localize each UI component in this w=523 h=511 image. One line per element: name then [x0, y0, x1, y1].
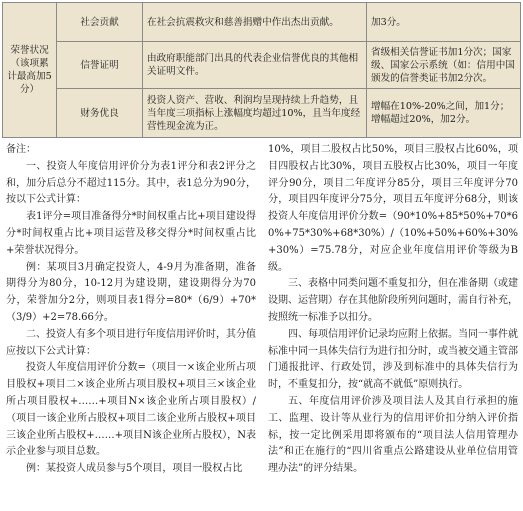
- note-formula: 表1评分=项目准备得分*时间权重占比+项目建设得分*时间权重占比+项目运营及移交得分*时间权重占比+荣誉状况得分。: [6, 211, 256, 256]
- table-row: [3, 42, 521, 89]
- note-paragraph: 一、投资人年度信用评价分为表1评分和表2评分之和，加分后总分不超过115分。其中，表1总分为90分，按以下公式计算：: [6, 160, 256, 206]
- content-cell: 由政府职能部门出具的代表企业信誉优良的其他相关证明文件。: [143, 42, 367, 89]
- score-cell: 加3分。: [367, 3, 521, 42]
- notes-section: [6, 142, 518, 508]
- note-example-continued: 10%，项目二股权占比50%，项目三股权占比60%，项目四股权占比30%，项目五股权占比30%，项目一年度评分90分，项目二年度评分85分，项目三年度评分70分，项目四年度评分75分，项目五年度评分68分，则该投资人年度信用评价分数=（90*10%+85*50%+70*60%+75*30%+68*30%）/（10%+50%+60%+30%+30%）=75.78分，对应企业年度信用评价等级为B级。: [268, 144, 518, 273]
- table-row: [3, 3, 521, 42]
- content-cell: 投资人资产、营收、利润均呈现持续上升趋势，且当年度三项指标上涨幅度均超过10%，且当年度经营性现金流为正。: [143, 89, 367, 138]
- honor-status-table: [2, 2, 521, 138]
- item-cell: 信誉证明: [57, 42, 143, 89]
- table-row: [3, 89, 521, 138]
- notes-heading: 备注：: [6, 144, 36, 155]
- score-cell: 增幅在10%-20%之间，加1分；增幅超过20%，加2分。: [367, 89, 521, 138]
- item-cell: 财务优良: [57, 89, 143, 138]
- note-example: 例：某投资人成员参与5个项目，项目一股权占比: [26, 463, 243, 475]
- note-paragraph: 三、表格中同类问题不重复扣分，但在准备期（或建设期、运营期）存在其他阶段所列问题时，需自行补充，按照统一标准予以扣分。: [268, 278, 518, 323]
- notes-left-column: [6, 142, 256, 508]
- note-example: 例：某项目3月确定投资人，4-9月为准备期，准备期得分为80分，10-12月为建设期，建设期得分为70分，荣誉加分2分，则项目表1得分=80*（6/9）+70*（3/9）+2=78.66分。: [6, 261, 256, 323]
- note-paragraph: 四、每项信用评价记录均应附上依据。当同一事件就标准中同一具体失信行为进行扣分时，或当被交通主管部门通报批评、行政处罚，涉及到标准中的具体失信行为时，不重复扣分，按“就高不就低”原则执行。: [268, 328, 518, 391]
- note-formula: 投资人年度信用评价分数=（项目一×该企业所占项目股权+项目二×该企业所占项目股权+项目三×该企业所占项目股权+……+项目N×该企业所占项目股权）/（项目一该企业所占股权+项目二该企业所占股权+项目三该企业所占股权+……+项目N该企业所占股权），N表示企业参与项目总数。: [6, 362, 256, 458]
- item-cell: 社会贡献: [57, 3, 143, 42]
- category-cell: 荣誉状况（该项累计最高加5分）: [3, 3, 57, 138]
- note-paragraph: 二、投资人有多个项目进行年度信用评价时，其分值应按以下公式计算：: [6, 328, 256, 357]
- score-cell: 省级相关信誉证书加1分次；国家级、国家公示系统（如：信用中国颁发的信誉类证书加2分次。: [367, 42, 521, 89]
- notes-right-column: [268, 142, 518, 508]
- content-cell: 在社会抗震救灾和慈善捐赠中作出杰出贡献。: [143, 3, 367, 42]
- note-paragraph: 五、年度信用评价涉及项目法人及其自行承担的施工、监理、设计等从业行为的信用评价扣分纳入评价指标，按一定比例采用即将颁布的“项目法人信用管理办法”和正在施行的“四川省重点公路建设从业单位信用管理办法”的评分结果。: [268, 395, 518, 475]
